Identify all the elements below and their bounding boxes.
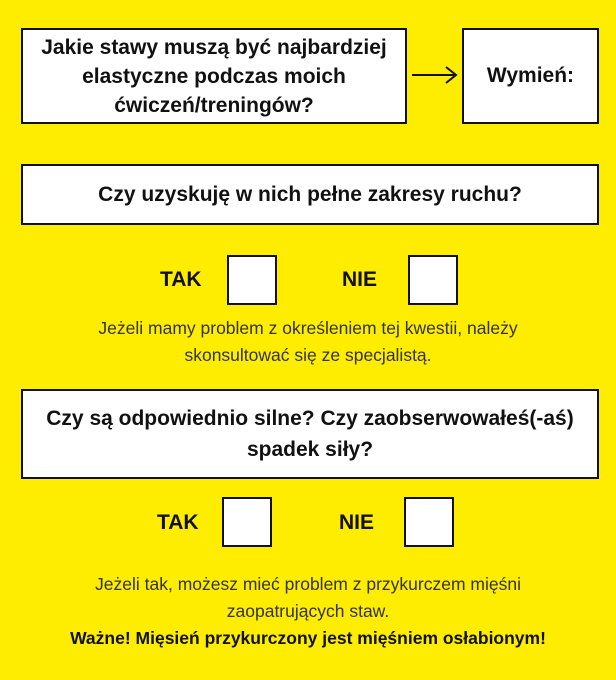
contracture-note: [0, 571, 616, 652]
list-joints-box[interactable]: [462, 28, 599, 124]
range-of-motion-question-box: [21, 164, 599, 225]
joints-question-box: [21, 28, 407, 124]
joints-question-text: Jakie stawy muszą być najbardziej elastyczne podczas moich ćwiczeń/treningów?: [41, 35, 387, 117]
contracture-text: Jeżeli tak, możesz mieć problem z przykurczem mięśni zaopatrujących staw.: [95, 574, 521, 621]
yes-label-2: TAK: [157, 511, 199, 534]
yes-checkbox-2[interactable]: [222, 497, 272, 547]
important-warning: Ważne! Mięsień przykurczony jest mięśniem osłabionym!: [70, 628, 546, 648]
strength-question-text: Czy są odpowiednio silne? Czy zaobserwowałeś(-aś) spadek siły?: [46, 407, 574, 461]
no-label-2: NIE: [339, 511, 375, 534]
range-of-motion-question-text: Czy uzyskuję w nich pełne zakresy ruchu?: [98, 182, 522, 206]
arrow-right-icon: [410, 64, 460, 86]
no-checkbox-1[interactable]: [408, 255, 458, 305]
no-checkbox-2[interactable]: [404, 497, 454, 547]
no-label-1: NIE: [342, 268, 378, 291]
yes-checkbox-1[interactable]: [227, 255, 277, 305]
consult-specialist-note: [0, 315, 616, 369]
strength-question-box: [21, 389, 599, 479]
consult-specialist-text: Jeżeli mamy problem z określeniem tej kwestii, należy skonsultować się ze specjalistą.: [98, 318, 518, 365]
yes-label-1: TAK: [160, 268, 202, 291]
list-joints-label: Wymień:: [486, 64, 575, 87]
